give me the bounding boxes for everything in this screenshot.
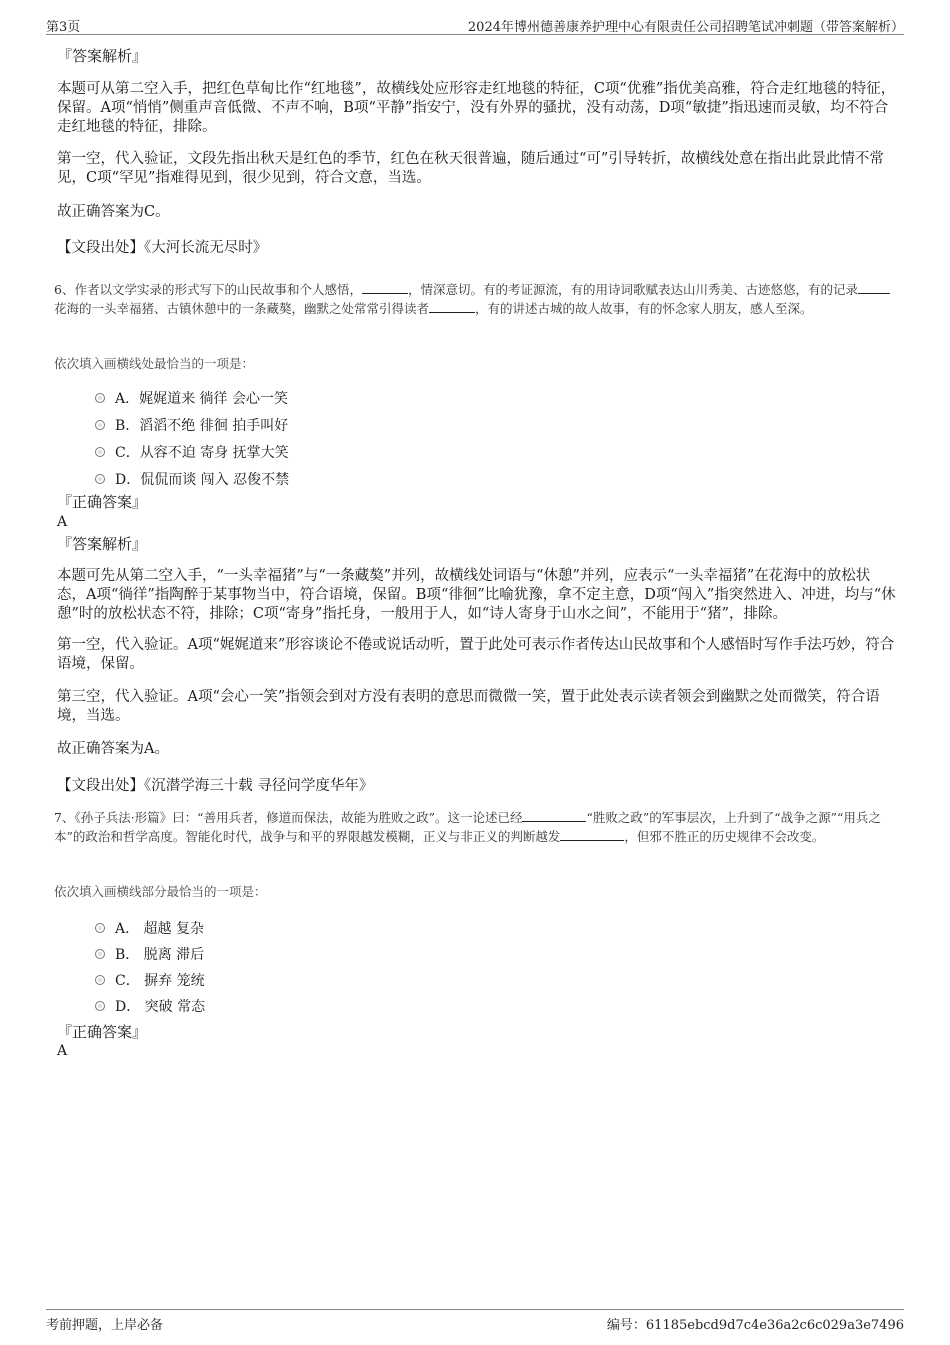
question-7-stem: 7、《孙子兵法·形篇》曰：“善用兵者，修道而保法，故能为胜败之政”。这一论述已经 “胜败之政”的军事层次，上升到了“战争之源”“用兵之本”的政治和哲学高度。智能化时代，战争与和平的界限越发模糊，正义与非正义的判断越发 ，但邪不胜正的历史规律不会改变。 <box>54 810 881 844</box>
correct-answer-value: A <box>57 1043 68 1059</box>
answer-blank <box>560 827 624 841</box>
page-number: 第3页 <box>46 20 81 35</box>
correct-answer-label: 『正确答案』 <box>57 493 148 511</box>
answer-blank <box>858 280 890 294</box>
document-code: 编号：61185ebcd9d7c4e36a2c6c029a3e7496 <box>606 1318 904 1333</box>
analysis-conclusion: 故正确答案为C。 <box>57 204 170 220</box>
radio-icon[interactable] <box>95 393 105 403</box>
answer-blank <box>362 280 408 294</box>
answer-blank <box>429 299 475 313</box>
question-7-prompt: 依次填入画横线部分最恰当的一项是： <box>54 884 267 899</box>
document-title: 2024年博州德善康养护理中心有限责任公司招聘笔试冲刺题（带答案解析） <box>467 20 904 35</box>
page-header <box>46 14 904 35</box>
source-citation: 【文段出处】《沉潜学海三十载 寻径问学度华年》 <box>57 778 374 794</box>
answer-blank <box>522 808 586 822</box>
analysis-paragraph: 第一空，代入验证，文段先指出秋天是红色的季节，红色在秋天很普遍，随后通过“可”引导转折，故横线处意在指出此景此情不常见，C项“罕见”指难得见到，很少见到，符合文意，当选。 <box>57 151 884 186</box>
analysis-paragraph: 本题可先从第二空入手，“一头幸福猪”与“一条藏獒”并列，故横线处词语与“休憩”并列，应表示“一头幸福猪”在花海中的放松状态，A项“徜徉”指陶醉于某事物当中，符合语境，保留。B项“徘徊”比喻犹豫，拿不定主意，D项“闯入”指突然进入、冲进，均与“休憩”时的放松状态不符，排除；C项“寄身”指托身，一般用于人，如“诗人寄身于山水之间”，不能用于“猪”，排除。 <box>57 568 896 622</box>
question-6-stem: 6、作者以文学实录的形式写下的山民故事和个人感悟， ，情深意切。有的考证源流，有的用诗词歌赋表达山川秀美、古迹悠悠，有的记录花海的一头幸福猪、古镇休憩中的一条藏獒，幽默之处常常引得读者 ，有的讲述古城的故人故事，有的怀念家人朋友，感人至深。 <box>54 280 894 318</box>
analysis-paragraph: 第一空，代入验证。A项“娓娓道来”形容谈论不倦或说话动听，置于此处可表示作者传达山民故事和个人感悟时写作手法巧妙，符合语境，保留。 <box>57 637 895 672</box>
radio-icon[interactable] <box>95 1001 105 1011</box>
correct-answer-value: A <box>57 514 68 530</box>
analysis-paragraph: 本题可从第二空入手，把红色草甸比作“红地毯”，故横线处应形容走红地毯的特征，C项“优雅”指优美高雅，符合走红地毯的特征，保留。A项“悄悄”侧重声音低微、不声不响，B项“平静”指安宁，没有外界的骚扰，没有动荡，D项“敏捷”指迅速而灵敏，均不符合走红地毯的特征，排除。 <box>57 81 896 135</box>
radio-icon[interactable] <box>95 949 105 959</box>
page-footer <box>46 1309 904 1332</box>
analysis-label: 『答案解析』 <box>57 535 148 553</box>
analysis-paragraph: 第三空，代入验证。A项“会心一笑”指领会到对方没有表明的意思而微微一笑，置于此处表示读者领会到幽默之处而微笑，符合语境，当选。 <box>57 689 880 724</box>
source-citation: 【文段出处】《大河长流无尽时》 <box>57 240 268 256</box>
radio-icon[interactable] <box>95 447 105 457</box>
radio-icon[interactable] <box>95 474 105 484</box>
footer-slogan: 考前押题，上岸必备 <box>46 1318 164 1333</box>
radio-icon[interactable] <box>95 923 105 933</box>
radio-icon[interactable] <box>95 975 105 985</box>
question-6-prompt: 依次填入画横线处最恰当的一项是： <box>54 356 255 371</box>
correct-answer-label: 『正确答案』 <box>57 1023 148 1041</box>
radio-icon[interactable] <box>95 420 105 430</box>
analysis-conclusion: 故正确答案为A。 <box>57 741 169 757</box>
analysis-label: 『答案解析』 <box>57 47 148 65</box>
